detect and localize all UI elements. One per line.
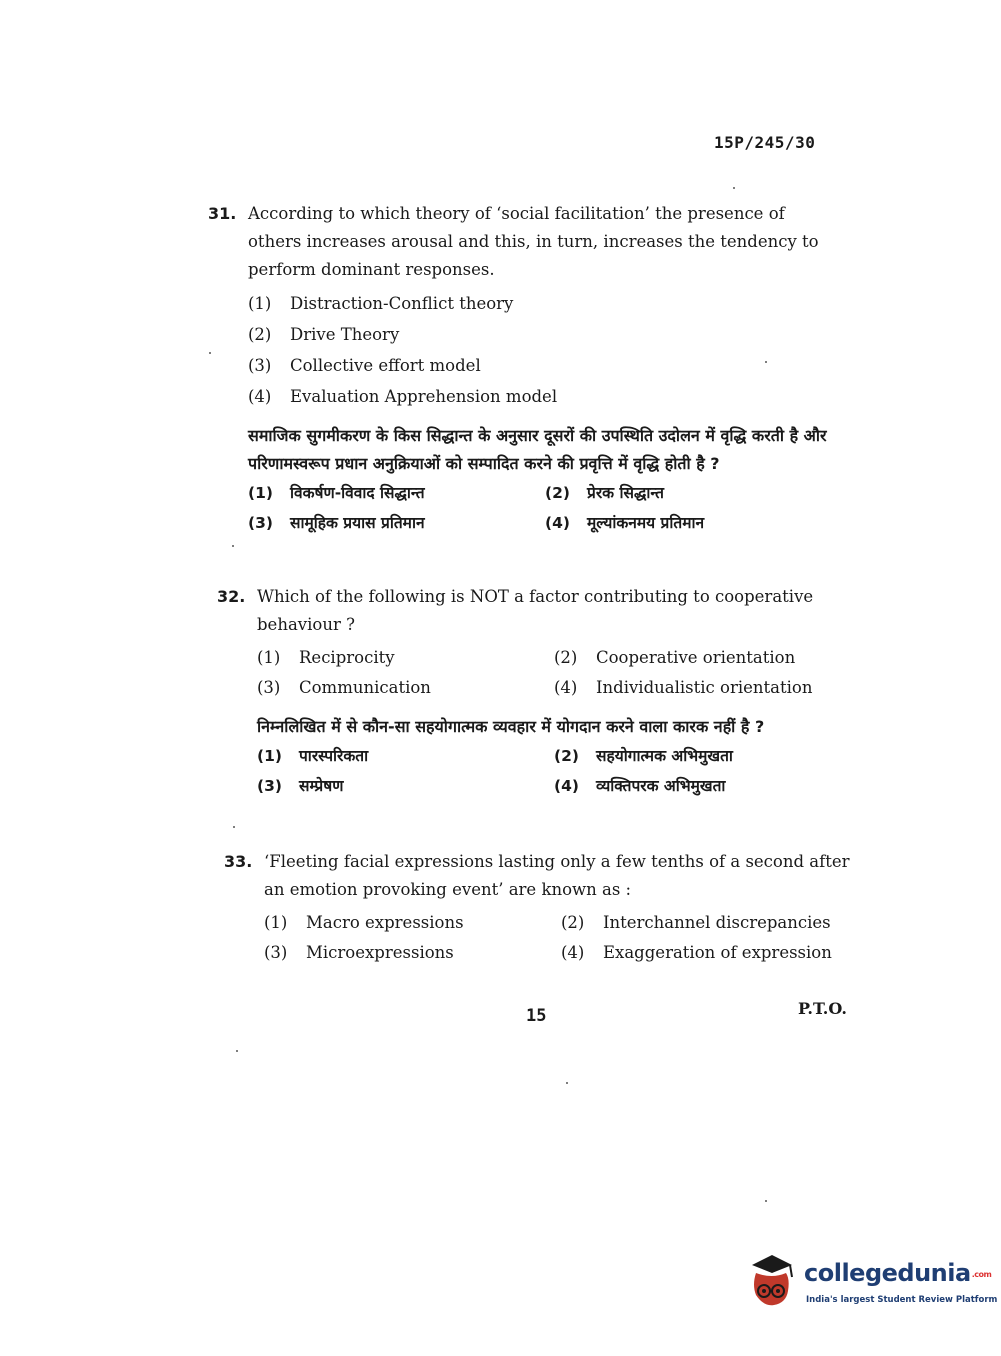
option-list: [264, 908, 861, 968]
option: (1) पारस्परिकता: [257, 747, 369, 765]
option: (3) Microexpressions: [264, 943, 454, 962]
question-number: 32.: [217, 587, 246, 606]
option: (4) Exaggeration of expression: [561, 943, 832, 962]
page-number: 15: [526, 1006, 547, 1026]
question-text-hindi: निम्नलिखित में से कौन-सा सहयोगात्मक व्यवहार में योगदान करने वाला कारक नहीं है ?: [257, 717, 765, 736]
option: (4) Individualistic orientation: [554, 678, 813, 697]
option: (2) Drive Theory: [248, 325, 400, 344]
option: (3) सम्प्रेषण: [257, 777, 344, 795]
option: (4) मूल्यांकनमय प्रतिमान: [545, 514, 705, 532]
question-text-hindi: समाजिक सुगमीकरण के किस सिद्धान्त के अनुसार दूसरों की उपस्थिति उदोलन में वृद्धि करती है और परिणामस्वरूप प्रधान अनुक्रियाओं को सम्पादित करने की प्रवृत्ति में वृद्धि होती है ?: [248, 426, 827, 473]
scan-speck: [209, 352, 211, 354]
paper-code: 15P/245/30: [714, 133, 816, 152]
option: (2) प्रेरक सिद्धान्त: [545, 484, 664, 502]
option: (3) सामूहिक प्रयास प्रतिमान: [248, 514, 425, 532]
option: (1) Reciprocity: [257, 648, 395, 667]
collegedunia-watermark: [742, 1251, 998, 1315]
scan-speck: [236, 1050, 238, 1052]
scan-speck: [232, 545, 234, 547]
option: (2) Interchannel discrepancies: [561, 913, 831, 932]
brand-name: collegedunia.com: [804, 1259, 992, 1287]
option: (2) सहयोगात्मक अभिमुखता: [554, 747, 733, 765]
option: (1) Macro expressions: [264, 913, 464, 932]
option: (3) Communication: [257, 678, 431, 697]
question-number: 31.: [208, 204, 237, 223]
question-text: According to which theory of ‘social facilitation’ the presence of others increases arousal and this, in turn, increases the tendency to perform dominant responses.: [248, 204, 819, 279]
option-list: [248, 288, 845, 412]
option: (2) Cooperative orientation: [554, 648, 796, 667]
scan-speck: [233, 826, 235, 828]
question-31: [208, 200, 845, 538]
question-33: [224, 848, 861, 968]
question-text: Which of the following is NOT a factor contributing to cooperative behaviour ?: [257, 587, 814, 634]
option: (4) व्यक्तिपरक अभिमुखता: [554, 777, 726, 795]
scan-speck: [765, 361, 767, 363]
scan-speck: [733, 187, 735, 189]
hindi-option-list: [257, 741, 854, 801]
option: (1) Distraction-Conflict theory: [248, 294, 514, 313]
option: (4) Evaluation Apprehension model: [248, 387, 558, 406]
pto-label: P.T.O.: [798, 999, 847, 1018]
question-32: [217, 583, 854, 801]
option-list: [257, 643, 854, 703]
collegedunia-logo-icon: [742, 1251, 802, 1311]
question-text: ‘Fleeting facial expressions lasting only a few tenths of a second after an emotion provoking event’ are known as :: [264, 852, 850, 899]
option: (1) विकर्षण-विवाद सिद्धान्त: [248, 484, 425, 502]
hindi-option-list: [248, 478, 845, 538]
brand-tagline: India's largest Student Review Platform: [806, 1295, 998, 1305]
question-number: 33.: [224, 852, 253, 871]
scan-speck: [765, 1200, 767, 1202]
scan-speck: [566, 1082, 568, 1084]
option: (3) Collective effort model: [248, 356, 481, 375]
